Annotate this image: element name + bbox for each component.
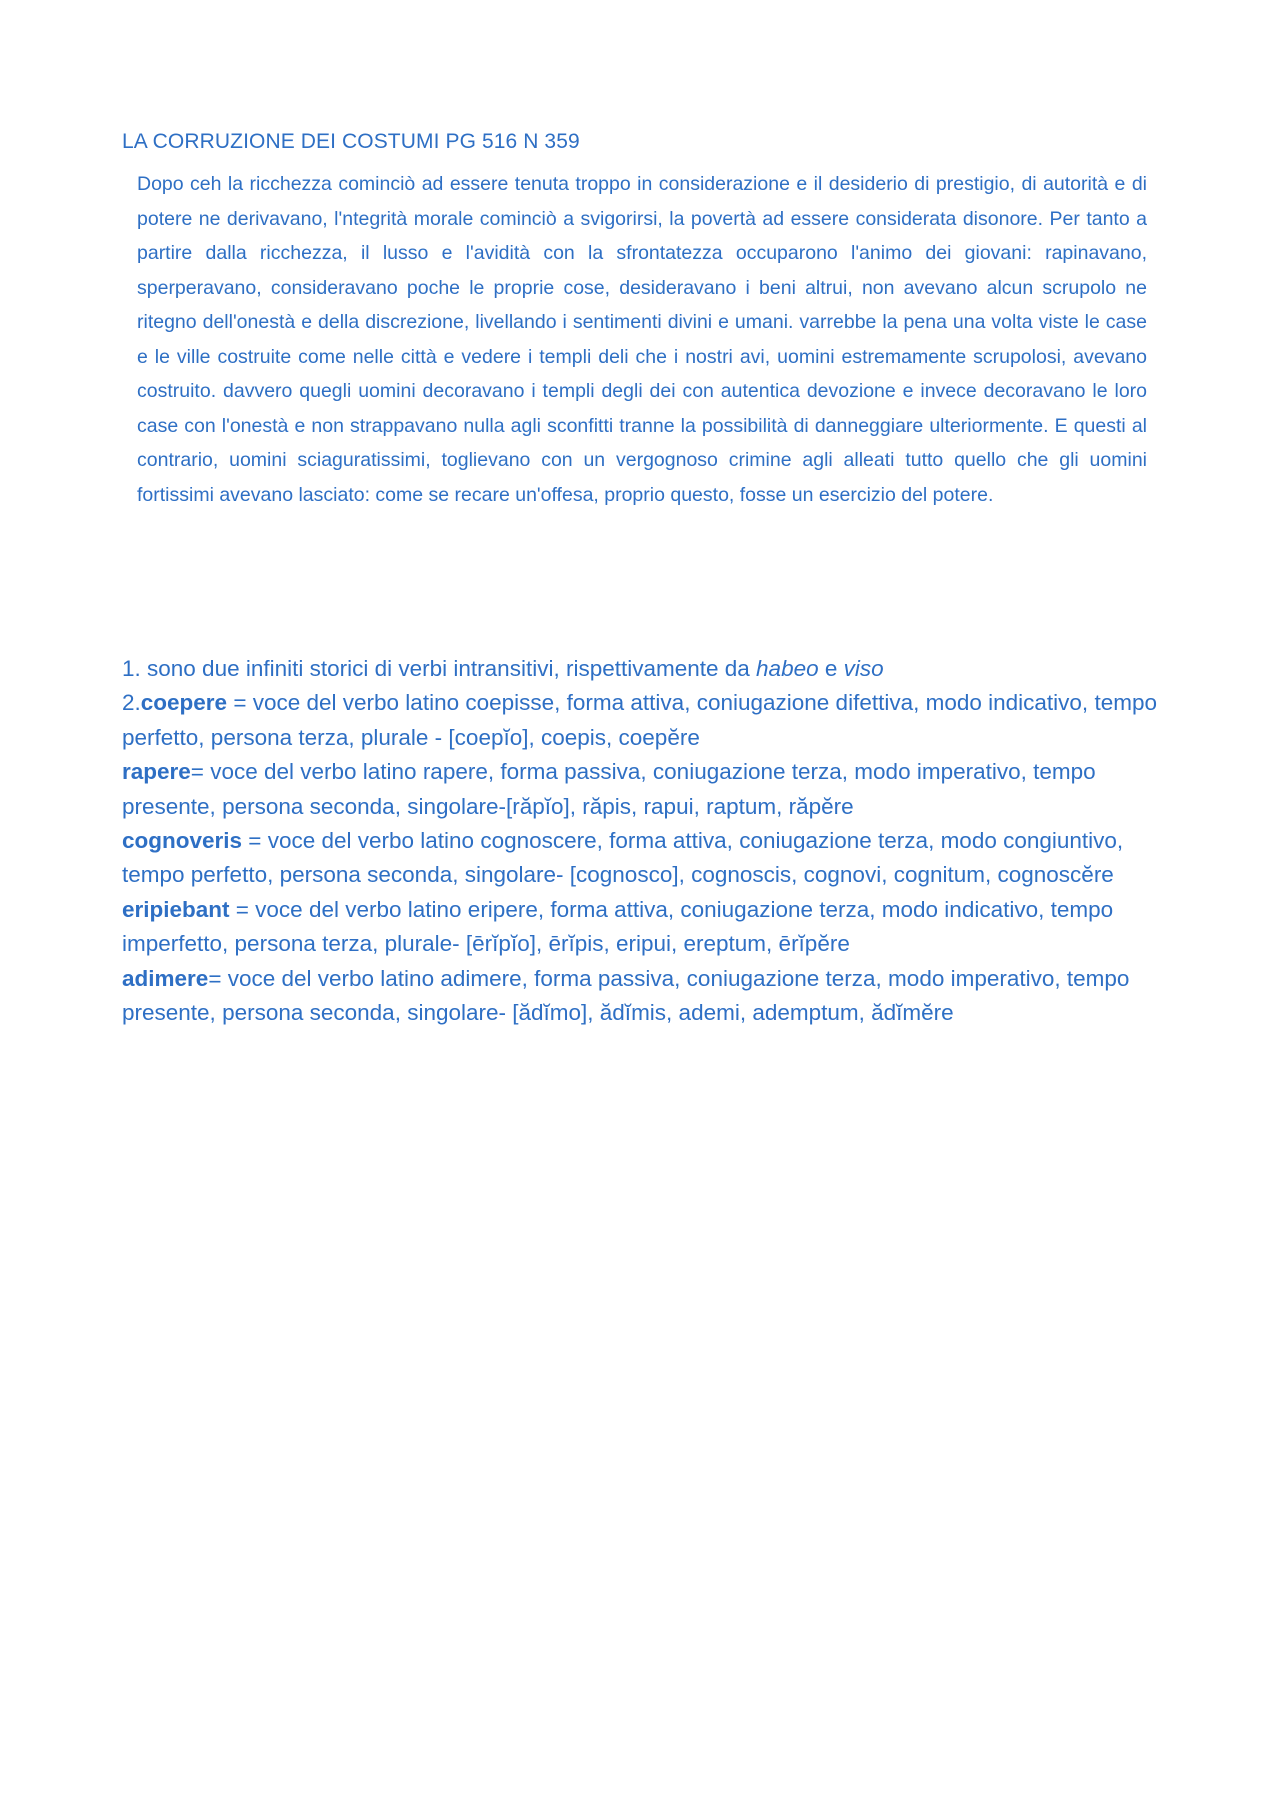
note-2-entry-adimere — [122, 962, 1162, 1031]
note-text-adimere: = voce del verbo latino adimere, forma passiva, coniugazione terza, modo imperativo, tempo presente, persona seconda, singolare- [ădĭmo], ădĭmis, ademi, ademptum, ădĭmĕre — [122, 965, 1130, 1026]
note-text-cognoveris: = voce del verbo latino cognoscere, forma attiva, coniugazione terza, modo congiuntivo, tempo perfetto, persona seconda, singolare- [cognosco], cognoscis, cognovi, cognitum, cognoscĕre — [122, 828, 1124, 888]
note-term-eripiebant: eripiebant — [122, 896, 230, 922]
note-1 — [122, 652, 1162, 686]
note-term-coepere: coepere — [140, 690, 228, 716]
note-term-adimere: adimere — [122, 965, 209, 991]
note-1-text: 1. sono due infiniti storici di verbi intransitivi, rispettivamente da — [122, 656, 757, 681]
note-term-cognoveris: cognoveris — [122, 828, 243, 854]
note-2-entry-coepere — [122, 686, 1162, 755]
note-text-eripiebant: = voce del verbo latino eripere, forma attiva, coniugazione terza, modo indicativo, tempo imperfetto, persona terza, plurale- [ērĭpĭo], ērĭpis, eripui, ereptum, ērĭpĕre — [122, 896, 1114, 957]
document-title: LA CORRUZIONE DEI COSTUMI PG 516 N 359 — [122, 130, 580, 153]
note-2-entry-eripiebant — [122, 893, 1162, 962]
note-1-connector: e — [818, 656, 844, 681]
note-2-prefix: 2. — [122, 690, 141, 716]
grammar-notes — [122, 652, 1162, 1030]
note-term-rapere: rapere — [122, 759, 191, 785]
note-2-entry-cognoveris — [122, 824, 1162, 893]
translation-paragraph: Dopo ceh la ricchezza cominciò ad essere tenuta troppo in considerazione e il desiderio di prestigio, di autorità e di potere ne derivavano, l'ntegrità morale cominciò a svigorirsi, la povertà ad essere considerata disonore. Per tanto a partire dalla ricchezza, il lusso e l'avidità con la sfrontatezza occuparono l'animo dei giovani: rapinavano, sperperavano, consideravano poche le proprie cose, desideravano i beni altrui, non avevano alcun scrupolo ne ritegno dell'onestà e della discrezione, livellando i sentimenti divini e umani. varrebbe la pena una volta viste le case e le ville costruite come nelle città e vedere i templi deli che i nostri avi, uomini estremamente scrupolosi, avevano costruito. davvero quegli uomini decoravano i templi degli dei con autentica devozione e invece decoravano le loro case con l'onestà e non strappavano nulla agli sconfitti tranne la possibilità di danneggiare ulteriormente. E questi al contrario, uomini sciaguratissimi, toglievano con un vergognoso crimine agli alleati tutto quello che gli uomini fortissimi avevano lasciato: come se recare un'offesa, proprio questo, fosse un esercizio del potere. — [137, 173, 1147, 506]
note-text-rapere: = voce del verbo latino rapere, forma passiva, coniugazione terza, modo imperativo, tempo presente, persona seconda, singolare-[răpĭo], răpis, rapui, raptum, răpĕre — [122, 759, 1096, 819]
note-text-coepere: = voce del verbo latino coepisse, forma attiva, coniugazione difettiva, modo indicativo, tempo perfetto, persona terza, plurale - [coepĭo], coepis, coepĕre — [122, 690, 1157, 750]
note-1-word-viso: viso — [843, 656, 884, 681]
note-1-word-habeo: habeo — [756, 656, 819, 681]
note-2-entry-rapere — [122, 755, 1162, 824]
